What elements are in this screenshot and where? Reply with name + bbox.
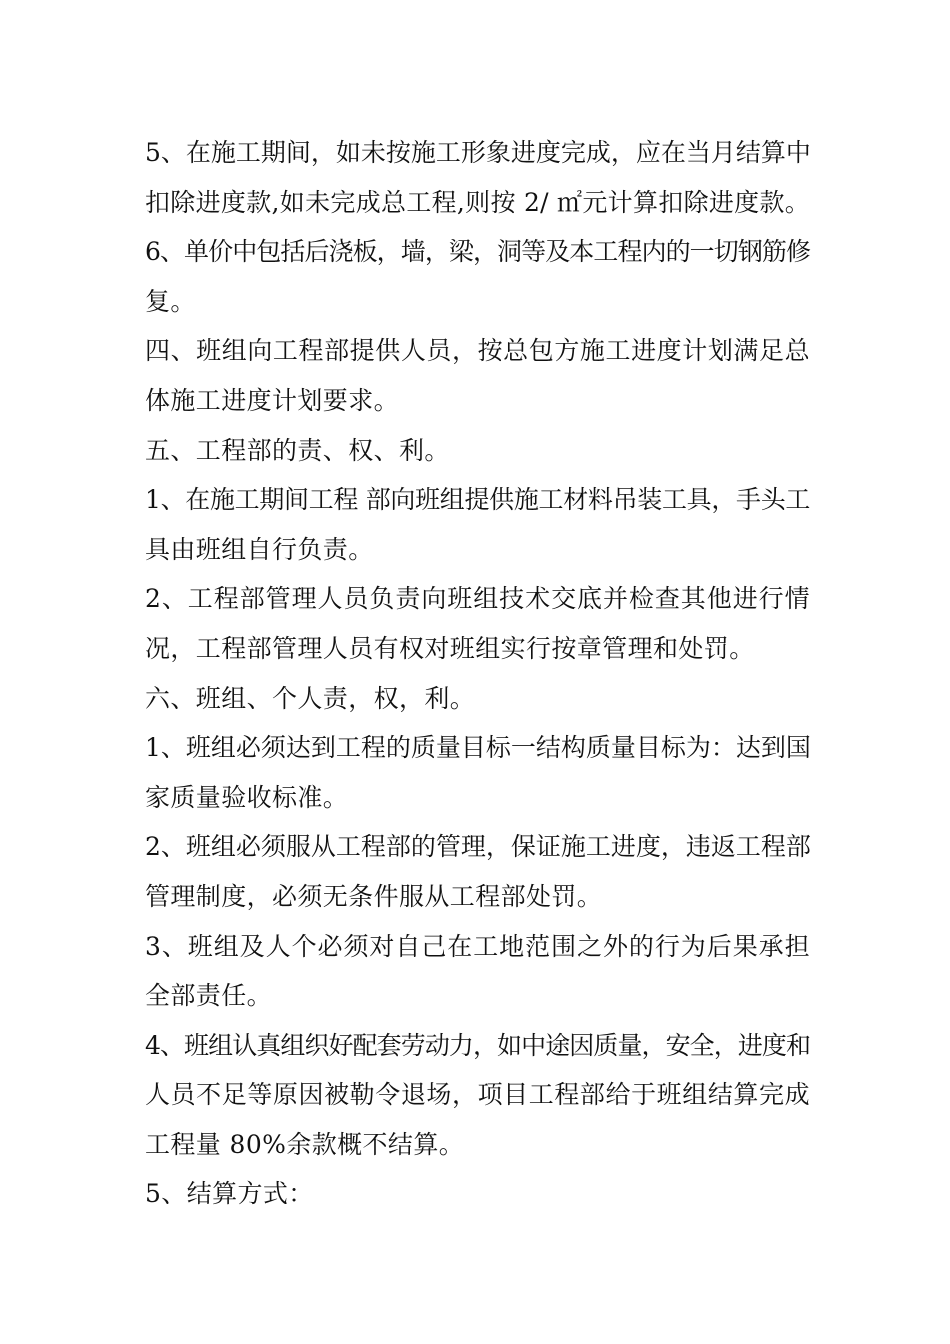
text-line: 体施工进度计划要求。 (145, 385, 400, 415)
text-line: 四、班组向工程部提供人员，按总包方施工进度计划满足总 (145, 336, 810, 366)
section-heading: 六、班组、个人责，权，利。 (145, 683, 476, 713)
text-line: 家质量验收标准。 (145, 782, 349, 812)
text-line: 2、班组必须服从工程部的管理，保证施工进度，违返工程部 (145, 832, 811, 862)
text-line: 1、班组必须达到工程的质量目标一结构质量目标为：达到国 (145, 733, 811, 763)
text-line: 具由班组自行负责。 (145, 534, 374, 564)
text-line: 1、在施工期间工程 部向班组提供施工材料吊装工具，手头工 (145, 485, 810, 515)
text-line: 复。 (145, 286, 196, 316)
text-line: 管理制度，必须无条件服从工程部处罚。 (145, 881, 603, 911)
text-line: 5、结算方式： (145, 1179, 314, 1209)
text-line: 2、工程部管理人员负责向班组技术交底并检查其他进行情 (145, 584, 810, 614)
document-body (145, 128, 810, 1219)
text-line: 工程量 80%余款概不结算。 (145, 1129, 465, 1159)
text-line: 人员不足等原因被勒令退场，项目工程部给于班组结算完成 (145, 1080, 810, 1110)
text-line: 5、在施工期间，如未按施工形象进度完成，应在当月结算中 (145, 138, 811, 167)
text-line: 全部责任。 (145, 981, 273, 1011)
text-line: 6、单价中包括后浇板，墙，梁，洞等及本工程内的一切钢筋修 (145, 237, 810, 267)
text-line: 况，工程部管理人员有权对班组实行按章管理和处罚。 (145, 633, 755, 663)
section-heading: 五、工程部的责、权、利。 (145, 435, 450, 465)
text-line: 3、班组及人个必须对自己在工地范围之外的行为后果承担 (145, 931, 810, 961)
text-line: 4、班组认真组织好配套劳动力，如中途因质量，安全，进度和 (145, 1030, 810, 1060)
text-line: 扣除进度款,如未完成总工程,则按 2/ ㎡元计算扣除进度款。 (145, 187, 810, 217)
